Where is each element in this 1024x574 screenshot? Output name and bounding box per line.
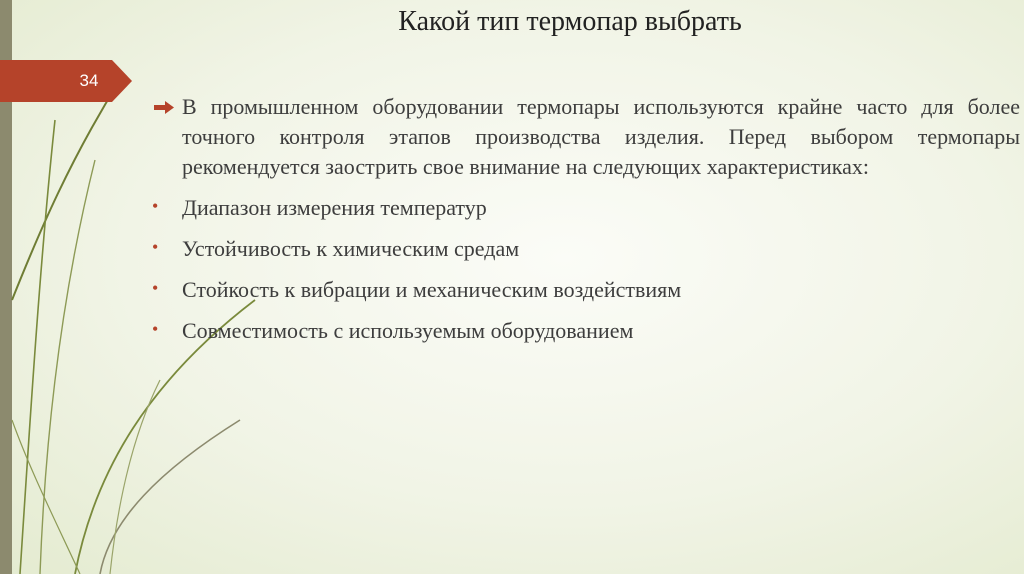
bullet-text: Устойчивость к химическим средам	[182, 236, 520, 261]
bullet-dot-icon: •	[152, 278, 159, 298]
bullet-dot-icon: •	[152, 196, 159, 216]
bullet-item	[150, 193, 1020, 223]
bullet-text: Совместимость с используемым оборудованием	[182, 318, 634, 343]
bullet-dot-icon: •	[152, 319, 159, 339]
slide-number: 34	[79, 71, 99, 90]
intro-text: В промышленном оборудовании термопары используются крайне часто для более точного контроля этапов производства изделия. Перед выбором термопары рекомендуется заострить свое внимание на следующих характеристиках:	[182, 94, 1020, 179]
bullet-item	[150, 234, 1020, 264]
slide-content	[150, 92, 1020, 346]
bullet-item	[150, 316, 1020, 346]
bullet-dot-icon: •	[152, 237, 159, 257]
bullet-item	[150, 275, 1020, 305]
bullet-text: Диапазон измерения температур	[182, 195, 487, 220]
slide-title: Какой тип термопар выбрать	[398, 6, 742, 37]
arrow-right-icon	[154, 101, 174, 114]
intro-paragraph	[150, 92, 1020, 182]
bullet-text: Стойкость к вибрации и механическим воздействиям	[182, 277, 682, 302]
